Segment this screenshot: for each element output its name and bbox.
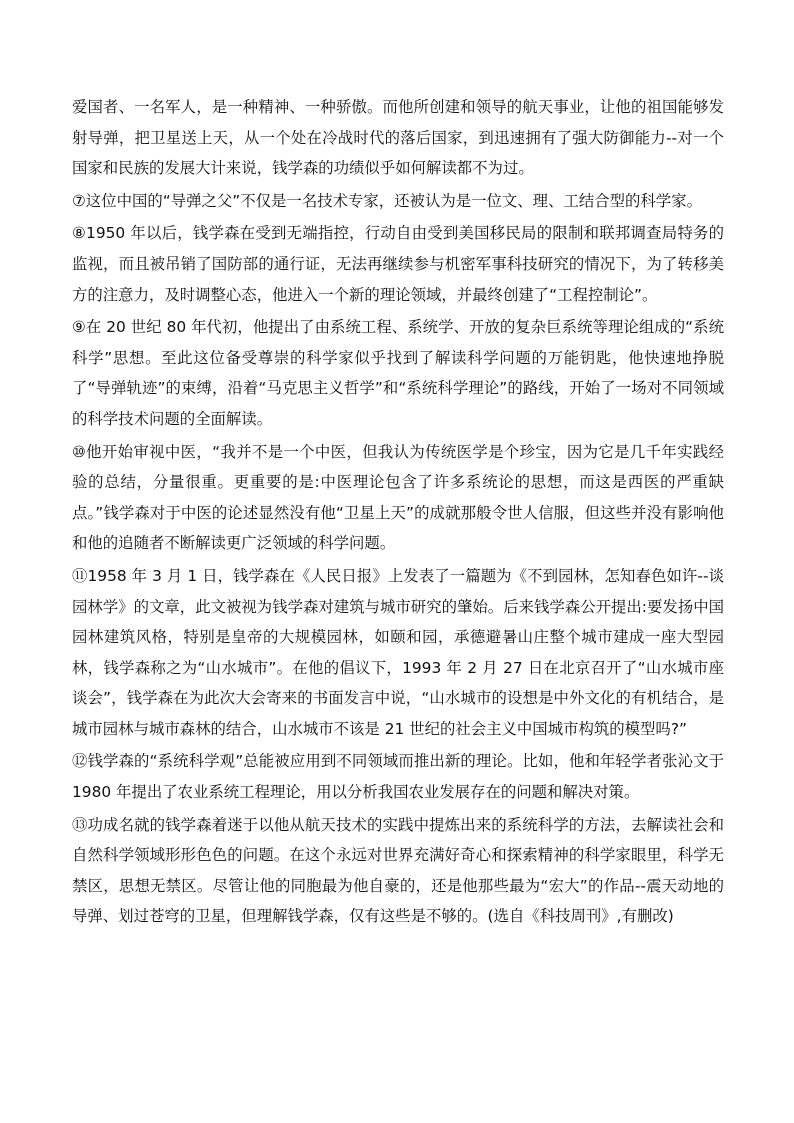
paragraph-10: ⑩他开始审视中医，“我并不是一个中医，但我认为传统医学是个珍宝，因为它是几千年实践经验的总结，分量很重。更重要的是:中医理论包含了许多系统论的思想，而这是西医的严重缺点。”钱学森对于中医的论述显然没有他“卫星上天”的成就那般令世人信服，但这些并没有影响他和他的追随者不断解读更广泛领域的科学问题。	[72, 442, 724, 553]
document-body	[72, 92, 724, 932]
paragraph-6-continued: 爱国者、一名军人，是一种精神、一种骄傲。而他所创建和领导的航天事业，让他的祖国能够发射导弹，把卫星送上天，从一个处在冷战时代的落后国家，到迅速拥有了强大防御能力--对一个国家和民族的发展大计来说，钱学森的功绩似乎如何解读都不为过。	[72, 98, 724, 178]
paragraph-7: ⑦这位中国的“导弹之父”不仅是一名技术专家，还被认为是一位文、理、工结合型的科学家。	[72, 191, 702, 210]
paragraph-9: ⑨在 20 世纪 80 年代初，他提出了由系统工程、系统学、开放的复杂巨系统等理论组成的“系统科学”思想。至此这位备受尊崇的科学家似乎找到了解读科学问题的万能钥匙，他快速地挣脱了“导弹轨迹”的束缚，沿着“马克思主义哲学”和“系统科学理论”的路线，开始了一场对不同领域的科学技术问题的全面解读。	[72, 318, 724, 428]
paragraph-13: ⑬功成名就的钱学森着迷于以他从航天技术的实践中提炼出来的系统科学的方法，去解读社会和自然科学领域形形色色的问题。在这个永远对世界充满好奇心和探索精神的科学家眼里，科学无禁区，思想无禁区。尽管让他的同胞最为他自豪的，还是他那些最为“宏大”的作品--震天动地的导弹、划过苍穹的卫星，但理解钱学森，仅有这些是不够的。(选自《科技周刊》,有删改)	[72, 815, 724, 926]
paragraph-11: ⑪1958 年 3 月 1 日，钱学森在《人民日报》上发表了一篇题为《不到园林，怎知春色如许--谈园林学》的文章，此文被视为钱学森对建筑与城市研究的肇始。后来钱学森公开提出:要发扬中国园林建筑风格，特别是皇帝的大规模园林，如颐和园，承德避暑山庄整个城市建成一座大型园林，钱学森称之为“山水城市”。在他的倡议下，1993 年 2 月 27 日在北京召开了“山水城市座谈会”，钱学森在为此次大会寄来的书面发言中说，“山水城市的设想是中外文化的有机结合，是城市园林与城市森林的结合，山水城市不该是 21 世纪的社会主义中国城市构筑的模型吗?”	[72, 566, 724, 738]
paragraph-8: ⑧1950 年以后，钱学森在受到无端指控，行动自由受到美国移民局的限制和联邦调查局特务的监视，而且被吊销了国防部的通行证，无法再继续参与机密军事科技研究的情况下，为了转移美方的注意力，及时调整心态，他进入一个新的理论领域，并最终创建了“工程控制论”。	[72, 224, 724, 304]
paragraph-12: ⑫钱学森的“系统科学观”总能被应用到不同领域而推出新的理论。比如，他和年轻学者张沁文于 1980 年提出了农业系统工程理论，用以分析我国农业发展存在的问题和解决对策。	[72, 752, 724, 802]
